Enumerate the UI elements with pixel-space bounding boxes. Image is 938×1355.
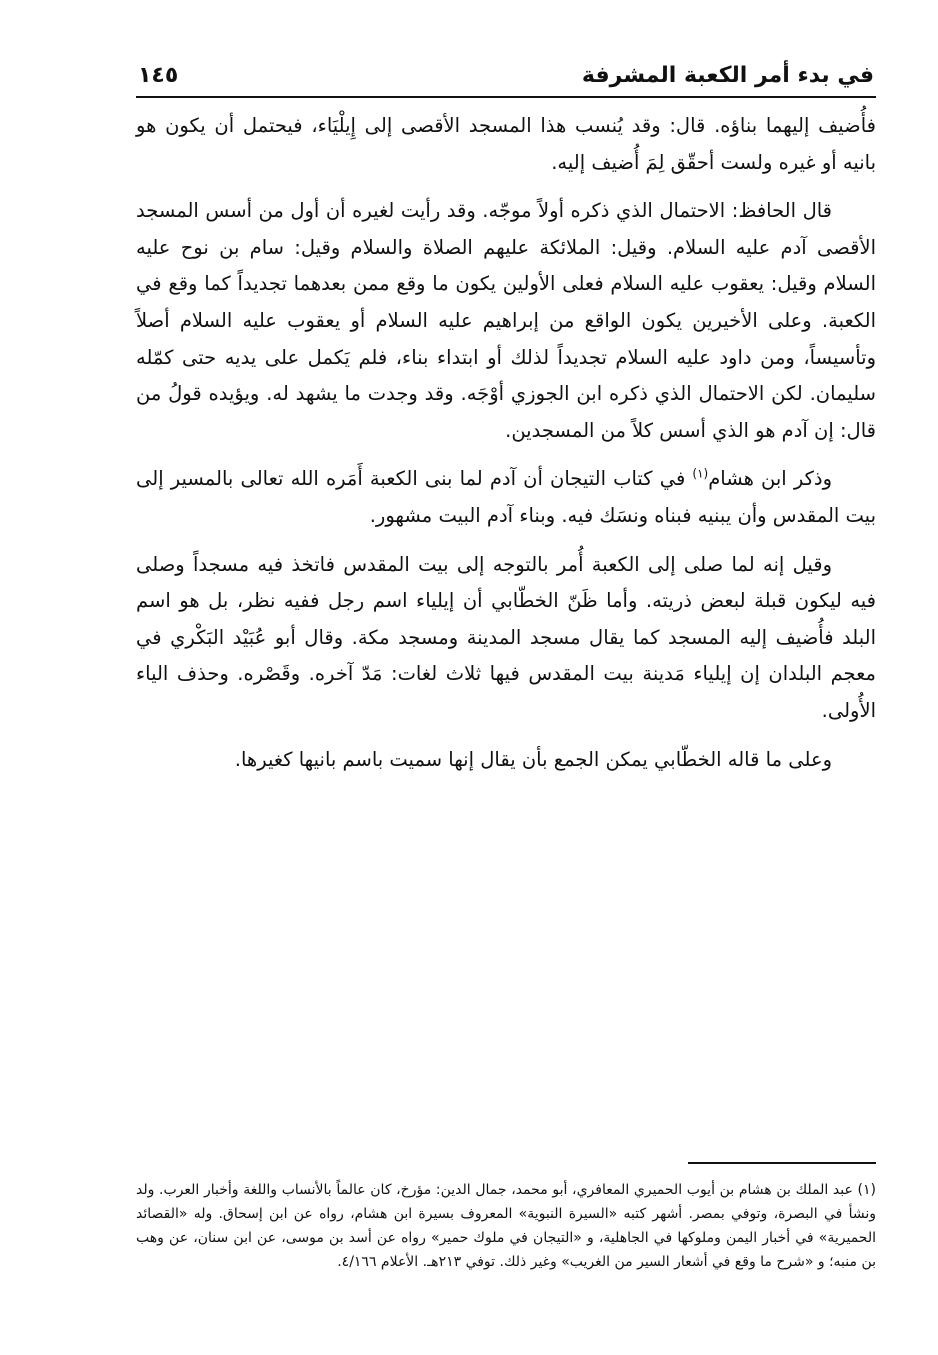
paragraph-5: وعلى ما قاله الخطّابي يمكن الجمع بأن يقال إنها سميت باسم بانيها كغيرها. bbox=[234, 747, 832, 771]
main-text bbox=[136, 108, 876, 790]
paragraph-3-start: وذكر ابن هشام bbox=[708, 467, 832, 491]
footnote-1: (١) عبد الملك بن هشام بن أيوب الحميري المعافري، أبو محمد، جمال الدين: مؤرخ، كان عالماً بالأنساب واللغة وأخبار العرب. ولد ونشأ في البصرة، وتوفي بمصر. أشهر كتبه «السيرة النبوية» المعروف بسيرة ابن هشام، رواه عن ابن إسحاق. وله «القصائد الحميرية» في أخبار اليمن وملوكها في الجاهلية، و «التيجان في ملوك حمير» رواه عن أسد بن موسى، عن ابن سنان، عن وهب بن منبه؛ و «شرح ما وقع في أشعار السير من الغريب» وغير ذلك. توفي ٢١٣هـ. الأعلام ٤/١٦٦. bbox=[136, 1182, 876, 1270]
header-title: في بدء أمر الكعبة المشرفة bbox=[581, 62, 874, 88]
paragraph-4: وقيل إنه لما صلى إلى الكعبة أُمر بالتوجه إلى بيت المقدس فاتخذ فيه مسجداً وصلى فيه ليكون قبلة لبعض ذريته. وأما ظَنّ الخطّابي أن إيلياء اسم رجل ففيه نظر، بل هو اسم البلد فأُضيف إليه المسجد كما يقال مسجد المدينة ومسجد مكة. وقال أبو عُبَيْد البَكْري في معجم البلدان إن إيلياء مَدينة بيت المقدس فيها ثلاث لغات: مَدّ آخره. وقَصْره. وحذف الياء الأُولى. bbox=[136, 552, 876, 722]
footnotes bbox=[136, 1178, 876, 1274]
footnote-reference[interactable]: (١) bbox=[692, 466, 709, 481]
paragraph-1: فأُضيف إليهما بناؤه. قال: وقد يُنسب هذا المسجد الأقصى إلى إِيلْيَاء، فيحتمل أن يكون هو بانيه أو غيره ولست أحقّق لِمَ أُضيف إليه. bbox=[136, 114, 876, 174]
header-rule bbox=[136, 96, 876, 98]
paragraph-2: قال الحافظ: الاحتمال الذي ذكره أولاً موجّه. وقد رأيت لغيره أن أول من أسس المسجد الأقصى آدم عليه السلام. وقيل: الملائكة عليهم الصلاة والسلام وقيل: سام بن نوح عليه السلام وقيل: يعقوب عليه السلام فعلى الأولين يكون ما وقع ممن بعدهما تجديداً كما وقع في الكعبة. وعلى الأخيرين يكون الواقع من إبراهيم عليه السلام أو يعقوب عليه السلام أصلاً وتأسيساً، ومن داود عليه السلام تجديداً لذلك أو ابتداء بناء، فلم يَكمل على يديه حتى كمّله سليمان. لكن الاحتمال الذي ذكره ابن الجوزي أوْجَه. وقد وجدت ما يشهد له. ويؤيده قولُ من قال: إن آدم هو الذي أسس كلاً من المسجدين. bbox=[136, 199, 876, 442]
page-number: ١٤٥ bbox=[138, 62, 179, 88]
paragraph-3-rest: في كتاب التيجان أن آدم لما بنى الكعبة أَمَره الله تعالى بالمسير إلى بيت المقدس وأن يبنيه فبناه ونسَك فيه. وبناء آدم البيت مشهور. bbox=[136, 467, 876, 527]
running-header bbox=[138, 58, 874, 92]
paragraph-3 bbox=[136, 461, 876, 534]
footnote-rule bbox=[688, 1162, 876, 1164]
